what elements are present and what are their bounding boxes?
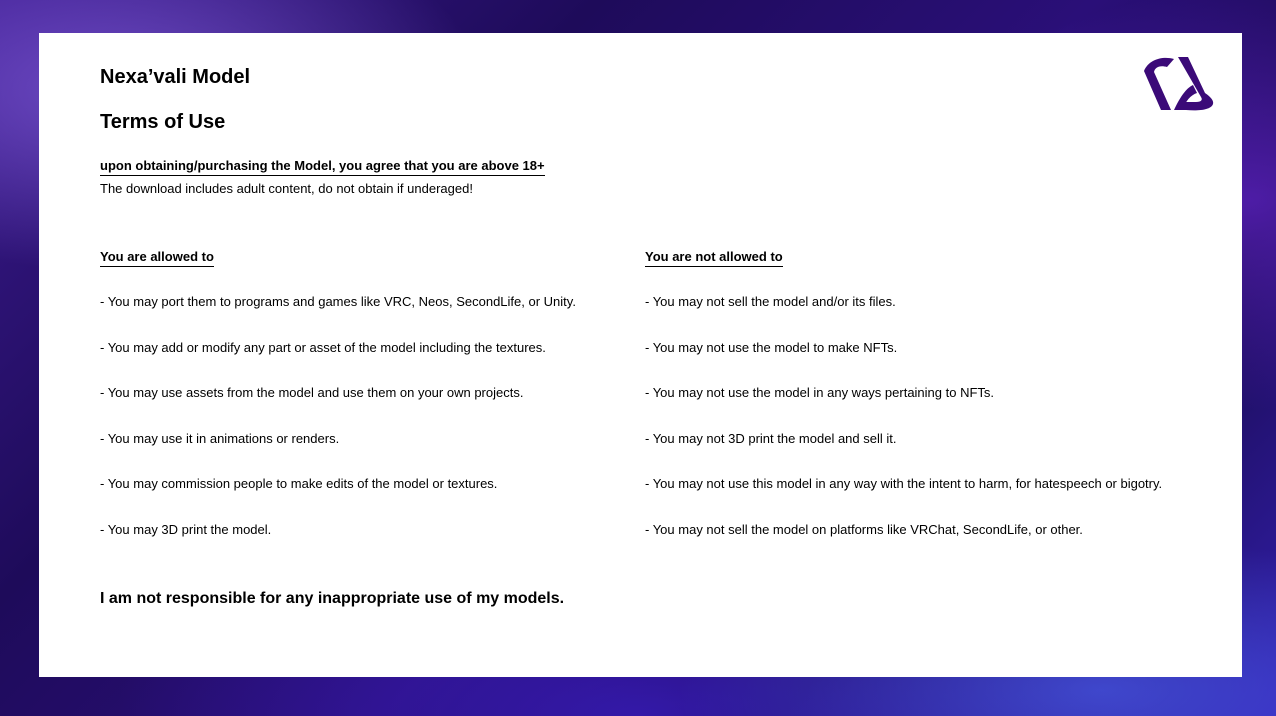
list-item: - You may add or modify any part or asset of the model including the textures.: [100, 339, 546, 355]
list-item: - You may port them to programs and games like VRC, Neos, SecondLife, or Unity.: [100, 294, 576, 309]
document-title: Nexa’vali Model: [100, 66, 251, 88]
disclaimer: I am not responsible for any inappropriate use of my models.: [100, 590, 565, 607]
list-item: - You may 3D print the model.: [100, 521, 272, 537]
not-allowed-section: [645, 248, 1163, 537]
adult-content-notice: The download includes adult content, do not obtain if underaged!: [100, 181, 473, 196]
terms-card: [39, 33, 1242, 677]
list-item: - You may not 3D print the model and sell it.: [645, 430, 897, 446]
age-notice: upon obtaining/purchasing the Model, you agree that you are above 18+: [100, 158, 545, 176]
document-subtitle: Terms of Use: [100, 111, 226, 133]
not-allowed-heading: You are not allowed to: [645, 249, 783, 267]
allowed-section: [100, 248, 576, 537]
list-item: - You may not sell the model and/or its files.: [645, 294, 896, 309]
allowed-heading: You are allowed to: [100, 249, 214, 267]
list-item: - You may not use the model in any ways pertaining to NFTs.: [645, 385, 995, 401]
list-item: - You may not sell the model on platforms like VRChat, SecondLife, or other.: [645, 521, 1083, 537]
list-item: - You may use it in animations or renders.: [100, 430, 340, 446]
allowed-list: [100, 294, 576, 568]
list-item: - You may use assets from the model and use them on your own projects.: [100, 385, 524, 401]
s-logo-icon: [1141, 55, 1215, 111]
list-item: - You may not use the model to make NFTs.: [645, 339, 898, 355]
not-allowed-list: [645, 294, 1162, 568]
list-item: - You may not use this model in any way with the intent to harm, for hatespeech or bigotry.: [645, 476, 1163, 492]
list-item: - You may commission people to make edits of the model or textures.: [100, 476, 498, 492]
